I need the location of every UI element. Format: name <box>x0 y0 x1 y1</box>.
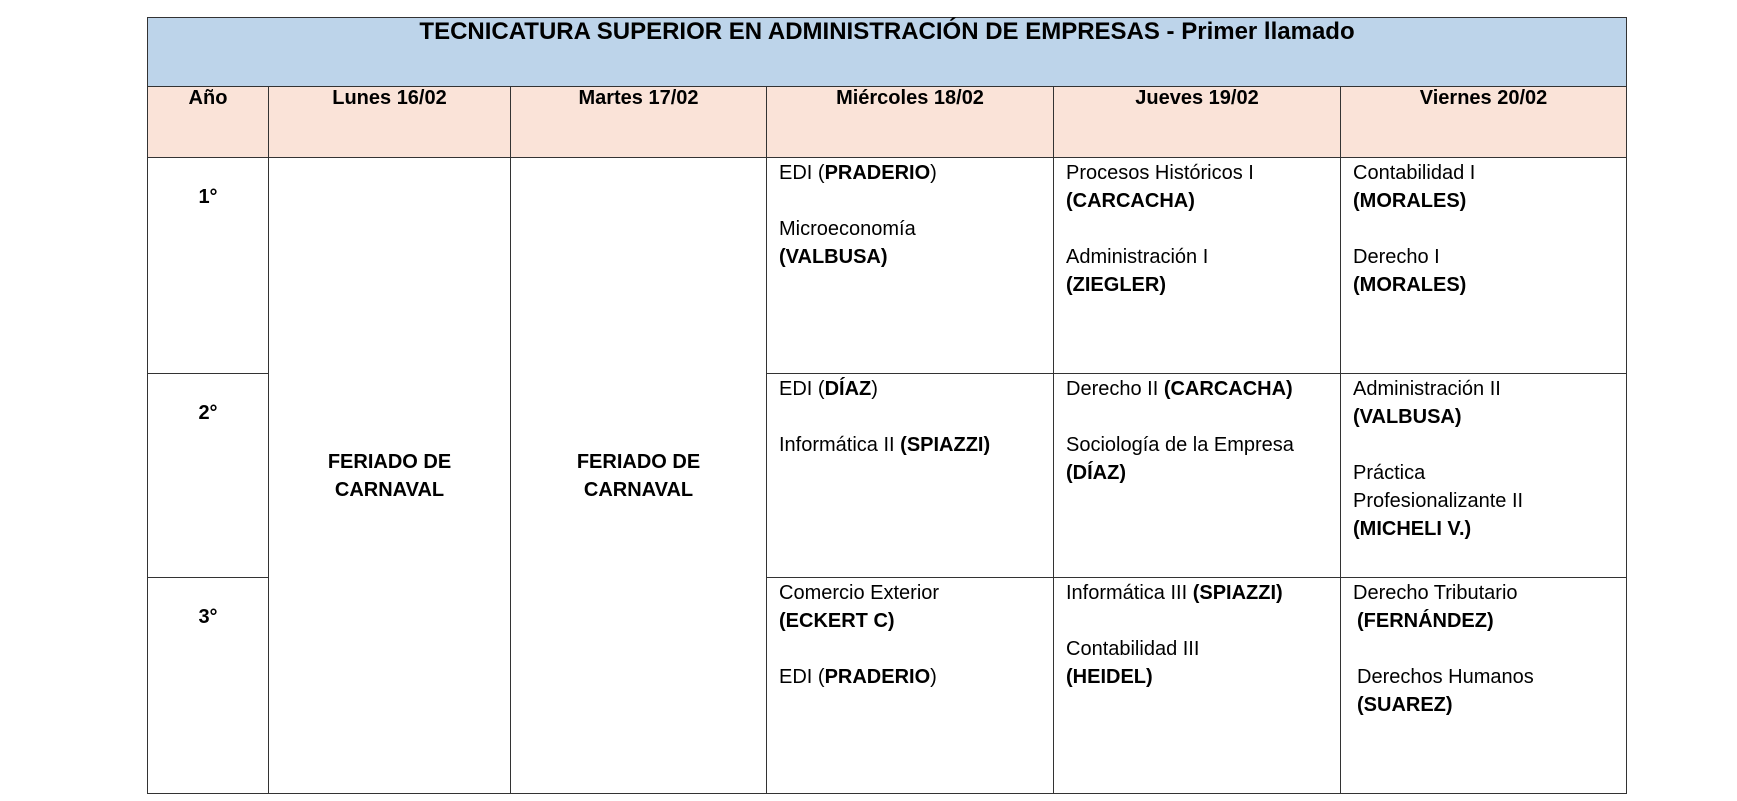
wednesday-cell <box>767 158 1054 374</box>
exam-entry <box>779 663 1041 691</box>
subject: Derecho Tributario <box>1353 582 1518 604</box>
professor: (MICHELI V.) <box>1353 518 1472 540</box>
exam-entry <box>779 375 1041 403</box>
exam-entry <box>1066 375 1328 403</box>
table-title: TECNICATURA SUPERIOR EN ADMINISTRACIÓN DE EMPRESAS - Primer llamado <box>148 18 1627 87</box>
year-cell: 2° <box>148 374 269 578</box>
friday-cell <box>1341 158 1627 374</box>
professor: PRADERIO <box>824 162 931 184</box>
exam-entry <box>1353 459 1614 543</box>
thursday-cell <box>1054 578 1341 794</box>
subject: Práctica Profesionalizante II <box>1353 462 1524 512</box>
wednesday-cell <box>767 374 1054 578</box>
subject: Informática II <box>779 434 901 456</box>
exam-entry <box>1353 243 1614 299</box>
exam-entry <box>779 431 1041 459</box>
subject: EDI ( <box>779 666 825 688</box>
holiday-line: CARNAVAL <box>583 478 694 501</box>
professor: (SPIAZZI) <box>1192 582 1283 604</box>
exam-entry <box>1353 159 1614 215</box>
exam-entry <box>1353 375 1614 431</box>
subject: Derecho II <box>1066 378 1164 400</box>
monday-holiday-cell <box>269 158 511 794</box>
subject: Microeconomía <box>779 218 916 240</box>
subject: Administración I <box>1066 246 1209 268</box>
holiday-line: FERIADO DE <box>576 450 701 473</box>
tuesday-holiday-cell <box>511 158 767 794</box>
header-wednesday: Miércoles 18/02 <box>767 87 1054 158</box>
exam-schedule-table <box>147 17 1627 794</box>
professor: (ECKERT C) <box>779 610 895 632</box>
suffix: ) <box>871 378 878 400</box>
professor: PRADERIO <box>824 666 931 688</box>
subject: Contabilidad I <box>1353 162 1476 184</box>
holiday-line: CARNAVAL <box>334 478 445 501</box>
professor: (ZIEGLER) <box>1066 274 1166 296</box>
exam-entry <box>1066 431 1328 487</box>
professor: (MORALES) <box>1353 190 1467 212</box>
header-row <box>148 87 1627 158</box>
exam-entry <box>779 579 1041 635</box>
subject: Procesos Históricos I <box>1066 162 1254 184</box>
friday-cell <box>1341 374 1627 578</box>
exam-entry <box>779 159 1041 187</box>
subject: EDI ( <box>779 162 825 184</box>
header-friday: Viernes 20/02 <box>1341 87 1627 158</box>
subject: Informática III <box>1066 582 1193 604</box>
subject: Contabilidad III <box>1066 638 1200 660</box>
subject: Derechos Humanos <box>1357 666 1534 688</box>
professor: (VALBUSA) <box>1353 406 1462 428</box>
subject: Comercio Exterior <box>779 582 940 604</box>
professor: (HEIDEL) <box>1066 666 1153 688</box>
subject: Sociología de la Empresa <box>1066 434 1294 456</box>
professor: (VALBUSA) <box>779 246 888 268</box>
exam-entry <box>779 215 1041 271</box>
professor: (SUAREZ) <box>1357 694 1453 716</box>
exam-entry <box>1066 579 1328 607</box>
thursday-cell <box>1054 158 1341 374</box>
header-tuesday: Martes 17/02 <box>511 87 767 158</box>
suffix: ) <box>930 162 937 184</box>
professor: (SPIAZZI) <box>900 434 991 456</box>
professor: DÍAZ <box>824 378 872 400</box>
subject: EDI ( <box>779 378 825 400</box>
subject: Administración II <box>1353 378 1501 400</box>
exam-entry <box>1066 635 1328 691</box>
exam-entry <box>1066 159 1328 215</box>
subject: Derecho I <box>1353 246 1440 268</box>
professor: (MORALES) <box>1353 274 1467 296</box>
professor: (CARCACHA) <box>1163 378 1293 400</box>
professor: (FERNÁNDEZ) <box>1357 610 1494 632</box>
holiday-line: FERIADO DE <box>327 450 452 473</box>
wednesday-cell <box>767 578 1054 794</box>
title-row <box>148 18 1627 87</box>
header-monday: Lunes 16/02 <box>269 87 511 158</box>
professor: (CARCACHA) <box>1066 190 1195 212</box>
table-row <box>148 158 1627 374</box>
professor: (DÍAZ) <box>1066 462 1126 484</box>
exam-entry <box>1353 579 1614 635</box>
friday-cell <box>1341 578 1627 794</box>
exam-entry <box>1066 243 1328 299</box>
year-cell: 3° <box>148 578 269 794</box>
header-year: Año <box>148 87 269 158</box>
year-cell: 1° <box>148 158 269 374</box>
exam-entry <box>1353 663 1614 719</box>
suffix: ) <box>930 666 937 688</box>
header-thursday: Jueves 19/02 <box>1054 87 1341 158</box>
thursday-cell <box>1054 374 1341 578</box>
